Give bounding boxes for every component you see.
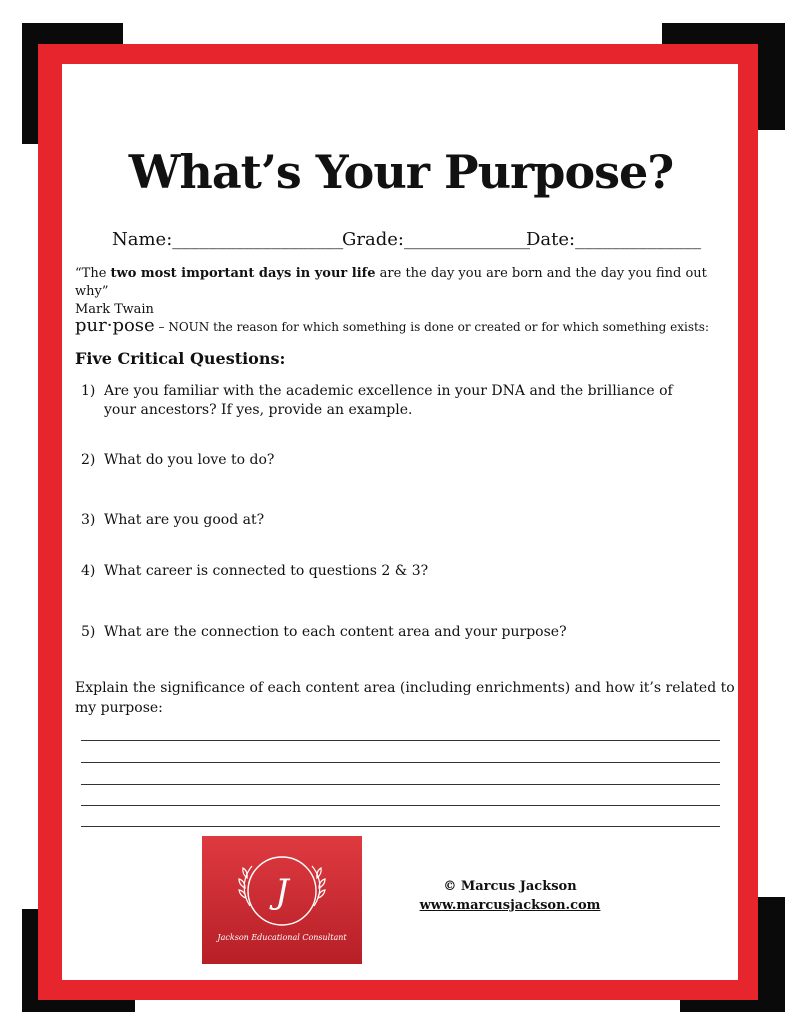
answer-line[interactable] xyxy=(81,784,720,785)
quote-author: Mark Twain xyxy=(75,302,154,317)
page-title: What’s Your Purpose? xyxy=(128,145,674,199)
definition-text: – NOUN the reason for which something is done or created or for which something exists: xyxy=(154,320,710,334)
explain-prompt: Explain the significance of each content area (including enrichments) and how it’s related to my purpose: xyxy=(75,680,735,716)
answer-line[interactable] xyxy=(81,826,720,827)
name-field[interactable]: Name:___________________ xyxy=(112,229,344,250)
logo-caption: Jackson Educational Consultant xyxy=(217,933,347,942)
mark-twain-quote: “The two most important days in your life are the day you are born and the day you find out why” Mark Twain xyxy=(75,266,707,317)
copyright-text: © Marcus Jackson xyxy=(443,879,577,894)
answer-line[interactable] xyxy=(81,762,720,763)
quote-emphasis: two most important days in your life xyxy=(110,266,376,281)
consultant-logo xyxy=(202,836,362,964)
copyright-block xyxy=(400,877,620,915)
questions-heading: Five Critical Questions: xyxy=(75,349,286,368)
website-link[interactable]: www.marcusjackson.com xyxy=(419,898,601,913)
answer-line[interactable] xyxy=(81,740,720,741)
definition-word: pur·pose xyxy=(75,315,155,336)
answer-line[interactable] xyxy=(81,805,720,806)
date-field[interactable]: Date:______________ xyxy=(526,229,702,250)
logo-letter: J xyxy=(275,872,289,912)
purpose-definition xyxy=(75,315,755,338)
wreath-icon xyxy=(202,836,362,964)
grade-field[interactable]: Grade:______________ xyxy=(342,229,530,250)
